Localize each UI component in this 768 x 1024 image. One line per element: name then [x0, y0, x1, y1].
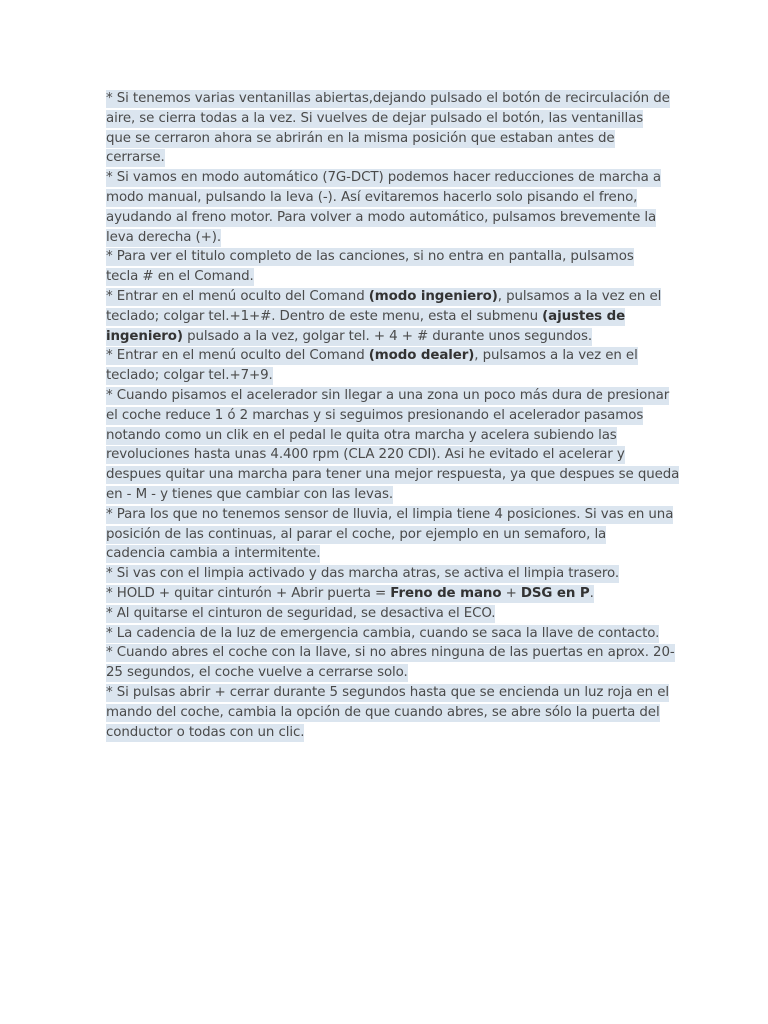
- highlighted-text: [106, 288, 661, 306]
- text-segment: * Si vamos en modo automático (7G-DCT) podemos hacer reducciones de marcha a: [106, 170, 661, 186]
- highlighted-text: [106, 407, 643, 425]
- text-line: [106, 426, 664, 446]
- text-line: [106, 267, 664, 287]
- text-line: [106, 723, 664, 743]
- text-segment: tecla # en el Comand.: [106, 269, 254, 285]
- text-line: [106, 703, 664, 723]
- highlighted-text: [106, 427, 617, 445]
- text-segment: teclado; colgar tel.+7+9.: [106, 368, 273, 384]
- text-line: [106, 643, 675, 663]
- text-line: [106, 445, 664, 465]
- text-segment: * Cuando pisamos el acelerador sin llegar a una zona un poco más dura de presionar: [106, 387, 670, 403]
- text-line: [106, 208, 664, 228]
- text-segment: * Si tenemos varias ventanillas abiertas,dejando pulsado el botón de recirculación de: [106, 91, 670, 106]
- highlighted-text: [106, 347, 638, 365]
- highlighted-text: [106, 268, 254, 286]
- text-line: [106, 346, 664, 366]
- text-line: [106, 406, 664, 426]
- highlighted-text: [106, 644, 675, 662]
- bold-text-segment: DSG en P: [520, 585, 590, 601]
- bold-text-segment: Freno de mano: [390, 585, 502, 601]
- highlighted-text: [106, 605, 495, 623]
- text-segment: , pulsamos a la vez en el: [497, 288, 662, 304]
- text-segment: leva derecha (+).: [106, 229, 222, 245]
- text-line: [106, 168, 664, 188]
- text-line: [106, 525, 664, 545]
- bold-text-segment: (ajustes de: [542, 308, 626, 324]
- highlighted-text: [106, 585, 594, 603]
- text-segment: aire, se cierra todas a la vez. Si vuelves de dejar pulsado el botón, las ventanillas: [106, 110, 644, 126]
- text-line: [106, 465, 680, 485]
- highlighted-text: [106, 664, 408, 682]
- text-segment: posición de las continuas, al parar el coche, por ejemplo en un semaforo, la: [106, 526, 607, 542]
- text-segment: cerrarse.: [106, 150, 165, 166]
- text-segment: el coche reduce 1 ó 2 marchas y si seguimos presionando el acelerador pasamos: [106, 407, 644, 423]
- highlighted-text: [106, 625, 659, 643]
- text-line: [106, 89, 670, 109]
- text-segment: * Para los que no tenemos sensor de lluvia, el limpia tiene 4 posiciones. Si vas en una: [106, 506, 674, 522]
- text-segment: * Entrar en el menú oculto del Comand: [106, 288, 369, 304]
- highlighted-text: [106, 248, 634, 266]
- text-line: [106, 584, 664, 604]
- text-segment: notando como un clik en el pedal le quita otra marcha y acelera subiendo las: [106, 427, 617, 443]
- text-segment: * Si pulsas abrir + cerrar durante 5 segundos hasta que se encienda un luz roja en el: [106, 684, 669, 700]
- text-line: [106, 307, 664, 327]
- document-text: [106, 89, 680, 742]
- highlighted-text: [106, 545, 320, 563]
- highlighted-text: [106, 367, 273, 385]
- text-line: [106, 485, 664, 505]
- text-segment: * Al quitarse el cinturon de seguridad, se desactiva el ECO.: [106, 605, 496, 621]
- text-segment: modo manual, pulsando la leva (-). Así evitaremos hacerlo solo pisando el freno,: [106, 189, 638, 205]
- highlighted-text: [106, 209, 656, 227]
- highlighted-text: [106, 466, 679, 484]
- highlighted-text: [106, 704, 660, 722]
- text-segment: * Si vas con el limpia activado y das marcha atras, se activa el limpia trasero.: [106, 566, 620, 582]
- text-line: [106, 129, 664, 149]
- highlighted-text: [106, 110, 643, 128]
- text-segment: , pulsamos a la vez en el: [474, 348, 638, 364]
- text-line: [106, 148, 664, 168]
- text-line: [106, 386, 670, 406]
- text-segment: * Para ver el titulo completo de las canciones, si no entra en pantalla, pulsamos: [106, 249, 634, 265]
- text-segment: .: [589, 585, 594, 601]
- text-segment: que se cerraron ahora se abrirán en la misma posición que estaban antes de: [106, 130, 615, 146]
- highlighted-text: [106, 446, 625, 464]
- text-segment: en - M - y tienes que cambiar con las levas.: [106, 486, 393, 502]
- highlighted-text: [106, 684, 669, 702]
- text-segment: mando del coche, cambia la opción de que cuando abres, se abre sólo la puerta del: [106, 704, 660, 720]
- highlighted-text: [106, 169, 661, 187]
- bold-text-segment: ingeniero): [106, 328, 183, 344]
- text-line: [106, 366, 664, 386]
- highlighted-text: [106, 387, 669, 405]
- text-segment: 25 segundos, el coche vuelve a cerrarse solo.: [106, 665, 408, 681]
- highlighted-text: [106, 149, 165, 167]
- highlighted-text: [106, 506, 673, 524]
- text-line: [106, 287, 664, 307]
- text-segment: * Entrar en el menú oculto del Comand: [106, 348, 369, 364]
- highlighted-text: [106, 526, 606, 544]
- highlighted-text: [106, 189, 637, 207]
- text-segment: despues quitar una marcha para tener una mejor respuesta, ya que despues se queda: [106, 467, 680, 483]
- text-segment: * La cadencia de la luz de emergencia cambia, cuando se saca la llave de contacto.: [106, 625, 660, 641]
- text-segment: pulsado a la vez, golgar tel. + 4 + # durante unos segundos.: [182, 328, 593, 344]
- highlighted-text: [106, 90, 670, 108]
- text-line: [106, 505, 674, 525]
- bold-text-segment: (modo dealer): [368, 348, 475, 364]
- highlighted-text: [106, 565, 619, 583]
- highlighted-text: [106, 229, 221, 247]
- bold-text-segment: (modo ingeniero): [368, 288, 498, 304]
- text-segment: +: [501, 585, 521, 601]
- text-line: [106, 327, 664, 347]
- text-line: [106, 663, 664, 683]
- text-line: [106, 109, 664, 129]
- text-line: [106, 188, 664, 208]
- text-segment: * HOLD + quitar cinturón + Abrir puerta =: [106, 585, 391, 601]
- text-line: [106, 544, 664, 564]
- text-line: [106, 228, 664, 248]
- text-segment: * Cuando abres el coche con la llave, si no abres ninguna de las puertas en aprox. 20-: [106, 645, 675, 661]
- highlighted-text: [106, 486, 393, 504]
- text-segment: revoluciones hasta unas 4.400 rpm (CLA 220 CDI). Asi he evitado el acelerar y: [106, 447, 625, 463]
- highlighted-text: [106, 724, 304, 742]
- highlighted-text: [106, 130, 615, 148]
- text-line: [106, 624, 664, 644]
- text-segment: teclado; colgar tel.+1+#. Dentro de este menu, esta el submenu: [106, 308, 543, 324]
- text-line: [106, 247, 664, 267]
- text-segment: cadencia cambia a intermitente.: [106, 546, 321, 562]
- text-line: [106, 604, 664, 624]
- text-line: [106, 564, 664, 584]
- text-segment: conductor o todas con un clic.: [106, 724, 305, 740]
- text-line: [106, 683, 669, 703]
- highlighted-text: [106, 308, 625, 326]
- text-segment: ayudando al freno motor. Para volver a modo automático, pulsamos brevemente la: [106, 209, 657, 225]
- highlighted-text: [106, 328, 592, 346]
